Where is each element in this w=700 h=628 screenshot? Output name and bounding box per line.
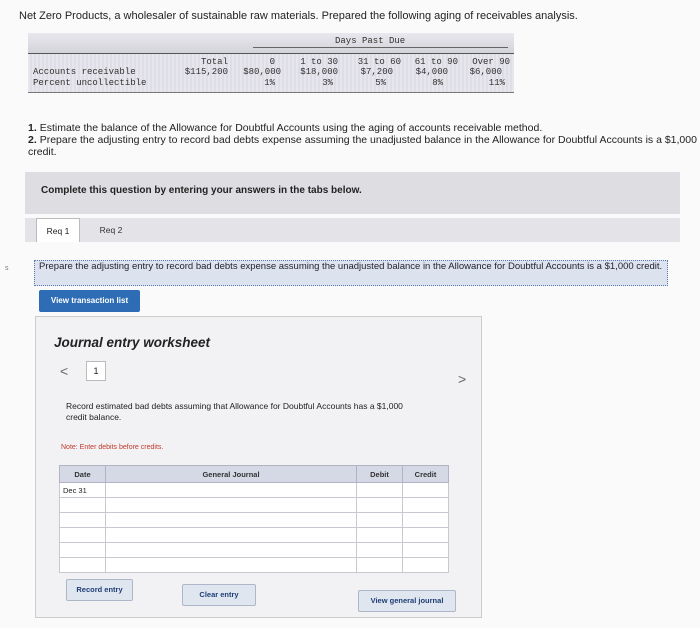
- view-transaction-list-button[interactable]: View transaction list: [39, 290, 140, 312]
- entry-page-number[interactable]: 1: [86, 361, 106, 381]
- account-cell[interactable]: [106, 543, 357, 558]
- table-row: [60, 513, 449, 528]
- next-entry-icon[interactable]: >: [458, 371, 467, 387]
- col-header-over-90: Over 90: [472, 57, 510, 67]
- aging-table: [28, 33, 514, 93]
- date-cell[interactable]: [60, 513, 106, 528]
- account-cell[interactable]: [106, 513, 357, 528]
- pct-0: 1%: [264, 78, 275, 88]
- account-cell[interactable]: [106, 483, 357, 498]
- debit-cell[interactable]: [357, 498, 403, 513]
- tab-req-2[interactable]: Req 2: [99, 225, 123, 235]
- col-date: Date: [60, 466, 106, 483]
- req-instruction: Prepare the adjusting entry to record bad debts expense assuming the unadjusted balance in the Allowance for Doubtful Accounts is a $1,000 credit.: [34, 260, 668, 286]
- col-credit: Credit: [403, 466, 449, 483]
- pct-31-60: 5%: [375, 78, 386, 88]
- debits-note: Note: Enter debits before credits.: [61, 444, 164, 451]
- credit-cell[interactable]: [403, 483, 449, 498]
- debit-cell[interactable]: [357, 483, 403, 498]
- ar-61-90: $4,000: [415, 67, 448, 77]
- pct-over-90: 11%: [488, 78, 505, 88]
- col-general-journal: General Journal: [106, 466, 357, 483]
- table-row: [60, 543, 449, 558]
- debit-cell[interactable]: [357, 513, 403, 528]
- question-list: [28, 122, 698, 158]
- clear-entry-button[interactable]: Clear entry: [182, 584, 256, 606]
- col-header-61-90: 61 to 90: [414, 57, 458, 67]
- col-header-0: 0: [269, 57, 275, 67]
- date-cell[interactable]: Dec 31: [60, 483, 106, 498]
- pct-1-30: 3%: [322, 78, 333, 88]
- entry-description: Record estimated bad debts assuming that Allowance for Doubtful Accounts has a $1,000 credit balance.: [66, 401, 403, 422]
- ar-1-30: $18,000: [300, 67, 338, 77]
- view-general-journal-button[interactable]: View general journal: [358, 590, 456, 612]
- journal-table: [59, 465, 449, 573]
- row-label-accounts-receivable: Accounts receivable: [33, 67, 136, 77]
- account-cell[interactable]: [106, 498, 357, 513]
- table-row: [60, 558, 449, 573]
- account-cell[interactable]: [106, 558, 357, 573]
- tab-req-1[interactable]: Req 1: [36, 218, 80, 242]
- pct-61-90: 8%: [432, 78, 443, 88]
- credit-cell[interactable]: [403, 543, 449, 558]
- question-1: 1. Estimate the balance of the Allowance for Doubtful Accounts using the aging of accounts receivable method.: [28, 122, 543, 134]
- aging-table-header: [28, 33, 514, 54]
- debit-cell[interactable]: [357, 543, 403, 558]
- ar-0: $80,000: [243, 67, 281, 77]
- credit-cell[interactable]: [403, 528, 449, 543]
- date-cell[interactable]: [60, 543, 106, 558]
- debit-cell[interactable]: [357, 558, 403, 573]
- record-entry-button[interactable]: Record entry: [66, 579, 133, 601]
- ar-over-90: $6,000: [469, 67, 502, 77]
- ar-31-60: $7,200: [360, 67, 393, 77]
- col-header-31-60: 31 to 60: [357, 57, 401, 67]
- table-row: [60, 528, 449, 543]
- date-cell[interactable]: [60, 528, 106, 543]
- col-header-1-30: 1 to 30: [300, 57, 338, 67]
- credit-cell[interactable]: [403, 558, 449, 573]
- complete-question-prompt: Complete this question by entering your answers in the tabs below.: [41, 185, 362, 196]
- problem-intro: Net Zero Products, a wholesaler of sustainable raw materials. Prepared the following aging of receivables analysis.: [19, 10, 578, 22]
- account-cell[interactable]: [106, 528, 357, 543]
- debit-cell[interactable]: [357, 528, 403, 543]
- prev-entry-icon[interactable]: <: [60, 363, 69, 379]
- complete-question-panel: [25, 172, 680, 214]
- table-row: [60, 483, 449, 498]
- row-label-percent-uncollectible: Percent uncollectible: [33, 78, 147, 88]
- date-cell[interactable]: [60, 558, 106, 573]
- date-cell[interactable]: [60, 498, 106, 513]
- question-2: 2. Prepare the adjusting entry to record bad debts expense assuming the unadjusted balance in the Allowance for Doubtful Accounts is a $1,000 credit.: [28, 134, 697, 158]
- worksheet-title: Journal entry worksheet: [54, 335, 211, 350]
- credit-cell[interactable]: [403, 498, 449, 513]
- credit-cell[interactable]: [403, 513, 449, 528]
- ar-total: $115,200: [184, 67, 228, 77]
- journal-entry-worksheet: [35, 316, 482, 618]
- col-header-total: Total: [200, 57, 228, 67]
- col-debit: Debit: [357, 466, 403, 483]
- days-past-due-header: Days Past Due: [335, 36, 406, 46]
- req-tab-bar: [25, 218, 680, 242]
- edge-mark: s: [5, 265, 9, 272]
- table-row: [60, 498, 449, 513]
